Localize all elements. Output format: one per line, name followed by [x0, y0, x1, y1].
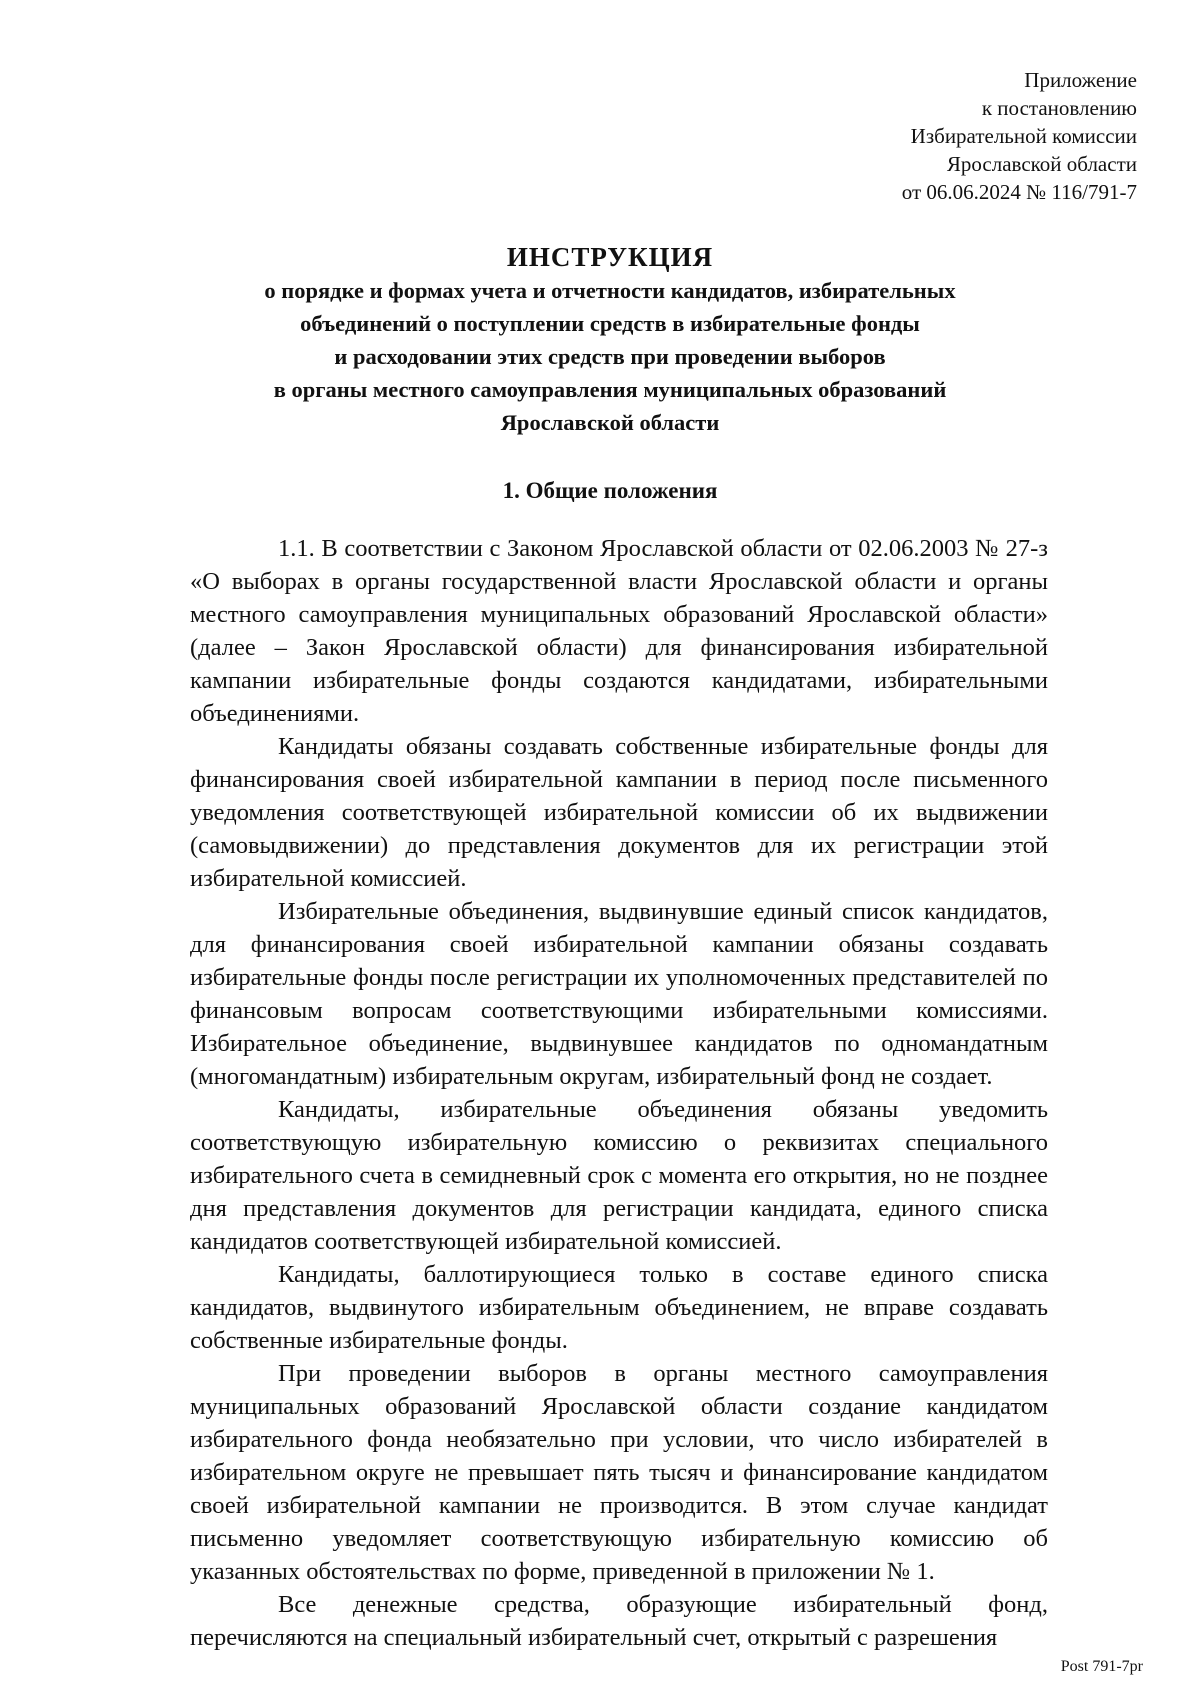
title-subtitle-line: в органы местного самоуправления муниципальных образований: [273, 377, 947, 402]
appendix-line: Приложение: [1024, 68, 1137, 92]
title-subtitle-line: объединений о поступлении средств в избирательные фонды: [300, 311, 920, 336]
section-heading: 1. Общие положения: [502, 478, 718, 503]
appendix-date-number: от 06.06.2024 № 116/791-7: [901, 180, 1137, 204]
paragraph: Кандидаты обязаны создавать собственные избирательные фонды для финансирования своей избирательной кампании в период после письменного уведомления соответствующей избирательной комиссии об их выдвижении (самовыдвижении) до представления документов для их регистрации этой избирательной комиссией.: [190, 733, 1048, 892]
appendix-line: к постановлению: [981, 96, 1137, 120]
appendix-line: Ярославской области: [946, 152, 1137, 176]
title-main: ИНСТРУКЦИЯ: [506, 242, 714, 272]
paragraph: Кандидаты, избирательные объединения обязаны уведомить соответствующую избирательную комиссию о реквизитах специального избирательного счета в семидневный срок с момента его открытия, но не позднее дня представления документов для регистрации кандидата, единого списка кандидатов соответствующей избирательной комиссией.: [190, 1096, 1048, 1255]
appendix-line: Избирательной комиссии: [910, 124, 1137, 148]
title-subtitle-line: о порядке и формах учета и отчетности кандидатов, избирательных: [264, 278, 956, 303]
footer-document-code: Post 791-7pr: [1060, 1658, 1143, 1675]
paragraph: 1.1. В соответствии с Законом Ярославской области от 02.06.2003 № 27-з «О выборах в органы государственной власти Ярославской области и органы местного самоуправления муниципальных образований Ярославской области» (далее – Закон Ярославской области) для финансирования избирательной кампании избирательные фонды создаются кандидатами, избирательными объединениями.: [190, 535, 1048, 727]
title-subtitle-line: Ярославской области: [500, 410, 720, 435]
title-subtitle-line: и расходовании этих средств при проведении выборов: [334, 344, 886, 369]
paragraph: При проведении выборов в органы местного самоуправления муниципальных образований Ярославской области создание кандидатом избирательного фонда необязательно при условии, что число избирателей в избирательном округе не превышает пять тысяч и финансирование кандидатом своей избирательной кампании не производится. В этом случае кандидат письменно уведомляет соответствующую избирательную комиссию об указанных обстоятельствах по форме, приведенной в приложении № 1.: [190, 1360, 1048, 1585]
section-body: [190, 532, 1048, 1654]
paragraph: Избирательные объединения, выдвинувшие единый список кандидатов, для финансирования своей избирательной кампании обязаны создавать избирательные фонды после регистрации их уполномоченных представителей по финансовым вопросам соответствующими избирательными комиссиями. Избирательное объединение, выдвинувшее кандидатов по одномандатным (многомандатным) избирательным округам, избирательный фонд не создает.: [190, 898, 1048, 1090]
paragraph: Кандидаты, баллотирующиеся только в составе единого списка кандидатов, выдвинутого избирательным объединением, не вправе создавать собственные избирательные фонды.: [190, 1261, 1048, 1354]
paragraph: Все денежные средства, образующие избирательный фонд, перечисляются на специальный избирательный счет, открытый с разрешения: [190, 1591, 1048, 1651]
document-title: [180, 240, 1040, 439]
appendix-header: [902, 66, 1137, 206]
